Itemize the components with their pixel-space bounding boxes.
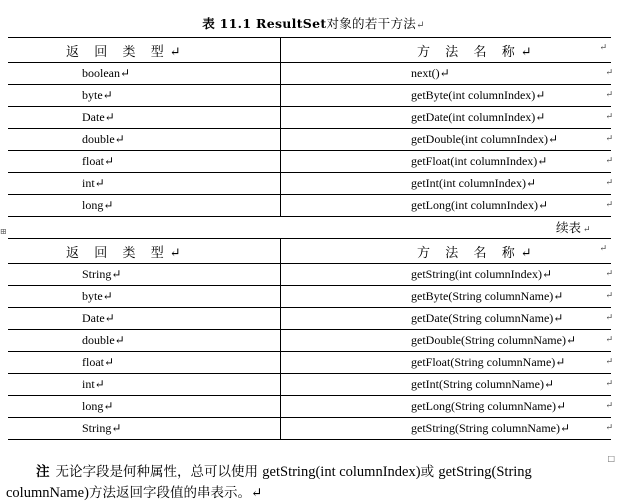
return-type-cell [8, 308, 281, 330]
method-name-text: getInt(String columnName)↵ [411, 377, 555, 391]
method-name-cell [281, 151, 612, 173]
method-name-cell [281, 286, 612, 308]
method-name-text: getDate(int columnIndex)↵ [411, 110, 546, 124]
continued-text: 续表 [556, 220, 582, 235]
return-type-cell [8, 286, 281, 308]
row-end-mark-icon: ↵ [605, 312, 613, 322]
table-row [8, 129, 611, 151]
table-row [8, 396, 611, 418]
method-name-text: getDouble(int columnIndex)↵ [411, 132, 559, 146]
return-type-cell [8, 374, 281, 396]
return-type-cell [8, 129, 281, 151]
return-type-text: Date↵ [82, 311, 115, 325]
method-name-cell [281, 308, 612, 330]
note-text-2: 或 [420, 464, 435, 480]
return-type-text: double↵ [82, 333, 125, 347]
table-row [8, 352, 611, 374]
note-paragraph [6, 462, 618, 504]
row-end-mark-icon: ↵ [605, 290, 613, 300]
return-type-text: byte↵ [82, 88, 113, 102]
return-type-cell [8, 85, 281, 107]
method-name-cell [281, 330, 612, 352]
methods-table-continued [8, 238, 611, 440]
method-name-cell [281, 374, 612, 396]
method-name-text: next()↵ [411, 66, 450, 80]
header-return-type: 返 回 类 型↵ [8, 38, 281, 63]
row-end-mark-icon: ↵ [605, 400, 613, 410]
return-type-text: String↵ [82, 267, 122, 281]
row-end-mark-icon: ↵ [605, 89, 613, 99]
header-method-name: 方 法 名 称↵ ↵ [281, 239, 612, 264]
return-type-text: byte↵ [82, 289, 113, 303]
table-row [8, 308, 611, 330]
note-code-2: getString(String columnName) [6, 464, 532, 501]
table-row [8, 418, 611, 440]
method-name-cell [281, 173, 612, 195]
method-name-text: getInt(int columnIndex)↵ [411, 176, 537, 190]
method-name-cell [281, 63, 612, 85]
table-row [8, 195, 611, 217]
return-type-text: boolean↵ [82, 66, 131, 80]
table-resize-icon: □ [607, 454, 615, 463]
row-end-mark-icon: ↵ [605, 334, 613, 344]
paragraph-mark-icon: ↵ [416, 20, 425, 31]
note-text-1: 无论字段是何种属性，总可以使用 [55, 464, 258, 480]
method-name-text: getLong(String columnName)↵ [411, 399, 567, 413]
method-name-text: getString(int columnIndex)↵ [411, 267, 553, 281]
method-name-cell [281, 352, 612, 374]
row-end-mark-icon: ↵ [605, 133, 613, 143]
method-name-cell [281, 107, 612, 129]
method-name-text: getFloat(String columnName)↵ [411, 355, 566, 369]
header-method-name: 方 法 名 称↵ ↵ [281, 38, 612, 63]
table-row [8, 63, 611, 85]
method-name-cell [281, 129, 612, 151]
return-type-text: double↵ [82, 132, 125, 146]
note-code-1: getString(int columnIndex) [262, 464, 421, 480]
row-end-mark-icon: ↵ [605, 155, 613, 165]
return-type-text: int↵ [82, 377, 105, 391]
methods-table [8, 37, 611, 217]
row-end-mark-icon: ↵ [599, 243, 613, 253]
return-type-text: float↵ [82, 355, 115, 369]
row-end-mark-icon: ↵ [605, 378, 613, 388]
return-type-text: float↵ [82, 154, 115, 168]
return-type-cell [8, 195, 281, 217]
method-name-text: getDouble(String columnName)↵ [411, 333, 577, 347]
header-return-type: 返 回 类 型↵ [8, 239, 281, 264]
method-name-text: getString(String columnName)↵ [411, 421, 571, 435]
return-type-cell [8, 396, 281, 418]
method-name-cell [281, 195, 612, 217]
table-row [8, 264, 611, 286]
row-end-mark-icon: ↵ [599, 42, 613, 52]
method-name-text: getByte(int columnIndex)↵ [411, 88, 546, 102]
table-header-row [8, 239, 611, 264]
return-type-cell [8, 173, 281, 195]
return-type-cell [8, 418, 281, 440]
row-end-mark-icon: ↵ [605, 111, 613, 121]
row-end-mark-icon: ↵ [605, 356, 613, 366]
table-row [8, 374, 611, 396]
table-anchor-icon: ⊞ [0, 227, 7, 236]
method-name-cell [281, 396, 612, 418]
note-text-3: 方法返回字段值的串表示。↵ [88, 485, 263, 501]
caption-name: ResultSet [256, 16, 327, 31]
table-row [8, 330, 611, 352]
return-type-cell [8, 107, 281, 129]
row-end-mark-icon: ↵ [605, 67, 613, 77]
paragraph-mark-icon: ↵ [583, 225, 591, 235]
return-type-cell [8, 151, 281, 173]
table-row [8, 85, 611, 107]
return-type-text: int↵ [82, 176, 105, 190]
method-name-text: getLong(int columnIndex)↵ [411, 198, 549, 212]
return-type-cell [8, 264, 281, 286]
return-type-text: Date↵ [82, 110, 115, 124]
continued-label [556, 218, 591, 236]
caption-label: 表 11.1 [202, 16, 252, 31]
row-end-mark-icon: ↵ [605, 268, 613, 278]
method-name-cell [281, 418, 612, 440]
return-type-text: String↵ [82, 421, 122, 435]
row-end-mark-icon: ↵ [605, 422, 613, 432]
table-header-row [8, 38, 611, 63]
method-name-text: getFloat(int columnIndex)↵ [411, 154, 548, 168]
method-name-cell [281, 264, 612, 286]
return-type-cell [8, 63, 281, 85]
table-row [8, 286, 611, 308]
return-type-cell [8, 352, 281, 374]
row-end-mark-icon: ↵ [605, 177, 613, 187]
return-type-text: long↵ [82, 198, 114, 212]
return-type-cell [8, 330, 281, 352]
row-end-mark-icon: ↵ [605, 199, 613, 209]
table-row [8, 173, 611, 195]
caption-rest: 对象的若干方法 [326, 16, 417, 31]
method-name-text: getDate(String columnName)↵ [411, 311, 564, 325]
table-caption [0, 14, 627, 32]
table-row [8, 151, 611, 173]
method-name-cell [281, 85, 612, 107]
method-name-text: getByte(String columnName)↵ [411, 289, 564, 303]
table-row [8, 107, 611, 129]
note-label: 注 [36, 464, 50, 480]
return-type-text: long↵ [82, 399, 114, 413]
